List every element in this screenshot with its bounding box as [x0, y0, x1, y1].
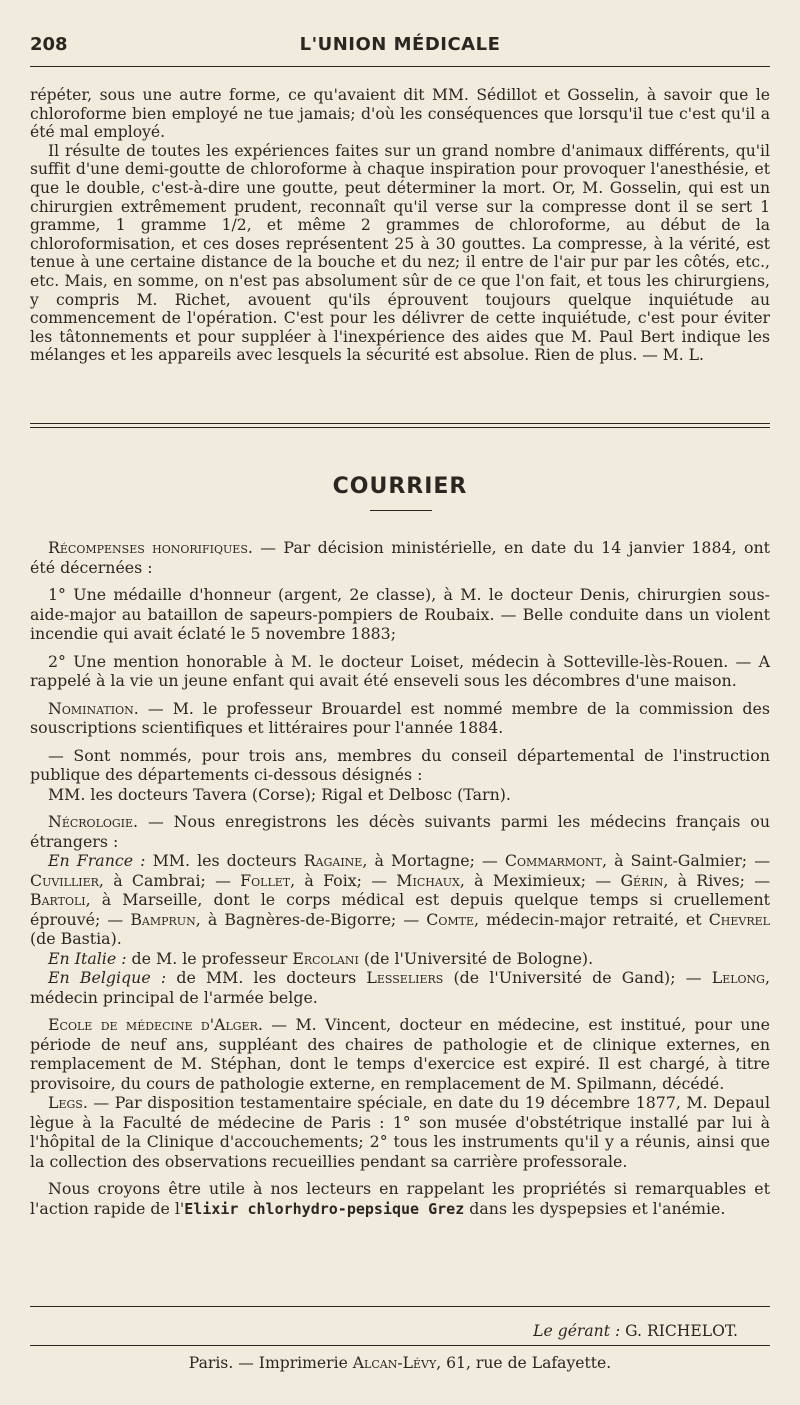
section-divider-top — [30, 423, 770, 424]
necrologie-label: Nécrologie. — [48, 812, 139, 831]
advert-paragraph: Nous croyons être utile à nos lecteurs en rappelant les propriétés si remarquables et l'action rapide de l'Elixir chlorhydro-pepsique Grez dans les dyspepsies et l'anémie. — [30, 1179, 770, 1218]
signature: Le gérant : G. RICHELOT. — [533, 1322, 738, 1340]
nomination-paragraph: Nomination. — M. le professeur Brouardel est nommé membre de la commission des souscriptions scientifiques et littéraires pour l'année 1884. — [30, 698, 770, 737]
recompenses-item-2: 2° Une mention honorable à M. le docteur Loiset, médecin à Sotteville-lès-Rouen. — A rappelé à la vie un jeune enfant qui avait été enseveli sous les décombres d'une maison. — [30, 651, 770, 690]
printer-imprint: Paris. — Imprimerie Alcan-Lévy, 61, rue de Lafayette. — [188, 1354, 612, 1372]
footer-rule-bottom — [30, 1345, 770, 1346]
recompenses-label: Récompenses honorifiques. — [48, 538, 253, 557]
necrologie-paragraph: Nécrologie. — Nous enregistrons les décès suivants parmi les médecins français ou étrangers : — [30, 812, 770, 851]
recompenses-item-1: 1° Une médaille d'honneur (argent, 2e classe), à M. le docteur Denis, chirurgien sous-aide-major au bataillon de sapeurs-pompiers de Roubaix. — Belle conduite dans un violent incendie qui avait éclaté le 5 novembre 1883; — [30, 585, 770, 643]
legs-paragraph: Legs. — Par disposition testamentaire spéciale, en date du 19 décembre 1877, M. Depaul lègue à la Faculté de médecine de Paris : 1° son musée d'obstétrique installé par lui à l'hôpital de la Clinique d'accouchements; 2° tous les instruments qu'il y a réunis, ainsi que la collection des observations recueillies pendant sa carrière professorale. — [30, 1093, 770, 1171]
page-header — [30, 34, 770, 58]
header-rule — [30, 66, 770, 67]
necrologie-france: En France : MM. les docteurs Ragaine, à Mortagne; — Commarmont, à Saint-Galmier; — Cuvillier, à Cambrai; — Follet, à Foix; — Michaux, à Meximieux; — Gérin, à Rives; — Bartoli, à Marseille, dont le corps médical est depuis quelque temps si cruellement éprouvé; — Bamprun, à Bagnères-de-Bigorre; — Comte, médecin-major retraité, et Chevrel (de Bastia). — [30, 851, 771, 948]
intro-paragraph-2: Il résulte de toutes les expériences faites sur un grand nombre d'animaux différents, qu'il suffit d'une demi-goutte de chloroforme à chaque inspiration pour provoquer l'anesthésie, et que le double, c'est-à-dire une goutte, peut déterminer la mort. Or, M. Gosselin, qui est un chirurgien extrêmement prudent, reconnaît qu'il verse sur la compresse dont il se sert 1 gramme, 1 gramme 1/2, et même 2 grammes de chloroforme, au début de la chloroformisation, et ces doses représentent 25 à 30 gouttes. La compresse, à la vérité, est tenue à une certaine distance de la bouche et du nez; il entre de l'air pur par les côtés, etc., etc. Mais, en somme, on n'est pas absolument sûr de ce que l'on fait, et tous les chirurgiens, y compris M. Richet, avouent qu'ils éprouvent toujours quelque inquiétude au commencement de l'opération. C'est pour les délivrer de cette inquiétude, c'est pour éviter les tâtonnements et pour suppléer à l'inexpérience des aides que M. Paul Bert indique les mélanges et les appareils avec lesquels la sécurité est absolue. Rien de plus. — M. L. — [30, 141, 770, 365]
ecole-paragraph: Ecole de médecine d'Alger. — M. Vincent, docteur en médecine, est institué, pour une période de neuf ans, suppléant des chaires de pathologie et de clinique externes, en remplacement de M. Stéphan, dont le temps d'exercice est expiré. Il est chargé, à titre provisoire, du cours de pathologie externe, en remplacement de M. Spilmann, décédé. — [30, 1015, 770, 1093]
section-divider-bottom — [30, 427, 770, 428]
courrier-body — [30, 538, 770, 1227]
necrologie-italie: En Italie : de M. le professeur Ercolani (de l'Université de Bologne). — [48, 948, 594, 968]
nomination-label: Nomination. — [48, 698, 139, 718]
nomination-paragraph-2: — Sont nommés, pour trois ans, membres du conseil départemental de l'instruction publique des départements ci-dessous désignés : — [30, 745, 770, 784]
page-number: 208 — [30, 34, 68, 55]
advert-product: Elixir chlorhydro-pepsique Grez — [184, 1199, 465, 1218]
recompenses-paragraph: Récompenses honorifiques. — Par décision ministérielle, en date du 14 janvier 1884, ont été décernées : — [30, 538, 770, 577]
footer-rule-top — [30, 1306, 770, 1307]
necrologie-belgique: En Belgique : de MM. les docteurs Lesseliers (de l'Université de Gand); — Lelong, médecin principal de l'armée belge. — [30, 968, 770, 1007]
journal-title: L'UNION MÉDICALE — [299, 34, 501, 55]
section-title-rule — [370, 510, 432, 511]
section-title: COURRIER — [332, 474, 468, 499]
legs-label: Legs. — [48, 1093, 88, 1112]
intro-article — [30, 86, 770, 365]
ecole-label: Ecole de médecine d'Alger. — [48, 1015, 263, 1034]
nomination-paragraph-3: MM. les docteurs Tavera (Corse); Rigal et Delbosc (Tarn). — [48, 784, 511, 804]
intro-paragraph-1: répéter, sous une autre forme, ce qu'avaient dit MM. Sédillot et Gosselin, à savoir que le chloroforme bien employé ne tue jamais; d'où les conséquences que lorsqu'il tue c'est qu'il a été mal employé. — [30, 86, 770, 142]
